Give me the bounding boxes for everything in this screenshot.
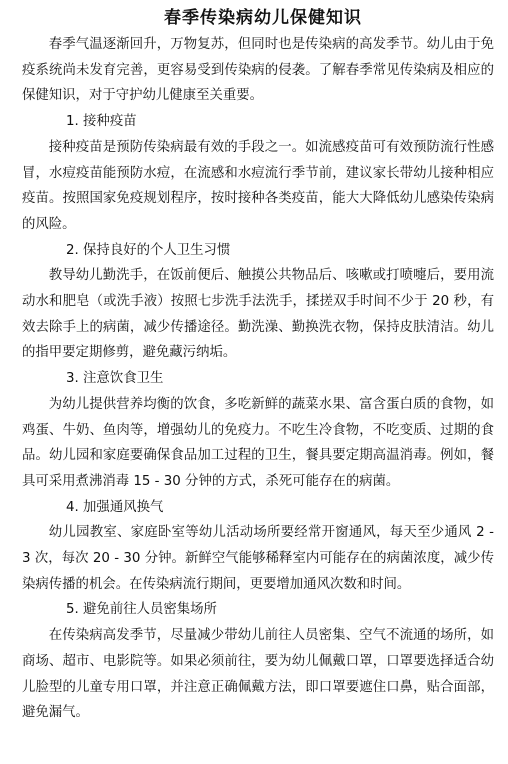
section-heading-hygiene: 2. 保持良好的个人卫生习惯 (66, 242, 231, 258)
document-title: 春季传染病幼儿保健知识 (164, 8, 362, 28)
section-body-hygiene: 教导幼儿勤洗手，在饭前便后、触摸公共物品后、咳嗽或打喷嚏后，要用流动水和肥皂（或洗手液）按照七步洗手法洗手，揉搓双手时间不少于 20 秒，有效去除手上的病菌，减少传播途径。勤洗澡、勤换洗衣物，保持皮肤清洁。幼儿的指甲要定期修剪，避免藏污纳垢。 (22, 268, 494, 361)
section-heading-vaccination: 1. 接种疫苗 (66, 114, 137, 130)
section-body-ventilation: 幼儿园教室、家庭卧室等幼儿活动场所要经常开窗通风，每天至少通风 2 - 3 次，每次 20 - 30 分钟。新鲜空气能够稀释室内可能存在的病菌浓度，减少传染病传播的机会。在传染病流行期间，更要增加通风次数和时间。 (22, 525, 494, 592)
section-body-crowds: 在传染病高发季节，尽量减少带幼儿前往人员密集、空气不流通的场所，如商场、超市、电影院等。如果必须前往，要为幼儿佩戴口罩，口罩要选择适合幼儿脸型的儿童专用口罩，并注意正确佩戴方法，即口罩要遮住口鼻，贴合面部，避免漏气。 (22, 628, 494, 721)
section-heading-ventilation: 4. 加强通风换气 (66, 499, 164, 515)
section-heading-diet: 3. 注意饮食卫生 (66, 371, 164, 387)
section-body-diet: 为幼儿提供营养均衡的饮食，多吃新鲜的蔬菜水果、富含蛋白质的食物，如鸡蛋、牛奶、鱼肉等，增强幼儿的免疫力。不吃生冷食物，不吃变质、过期的食品。幼儿园和家庭要确保食品加工过程的卫生，餐具要定期高温消毒。例如，餐具可采用煮沸消毒 15 - 30 分钟的方式，杀死可能存在的病菌。 (22, 396, 494, 489)
section-heading-crowds: 5. 避免前往人员密集场所 (66, 602, 217, 618)
intro-paragraph: 春季气温逐渐回升，万物复苏，但同时也是传染病的高发季节。幼儿由于免疫系统尚未发育完善，更容易受到传染病的侵袭。了解春季常见传染病及相应的保健知识，对于守护幼儿健康至关重要。 (22, 37, 494, 104)
section-body-vaccination: 接种疫苗是预防传染病最有效的手段之一。如流感疫苗可有效预防流行性感冒，水痘疫苗能预防水痘，在流感和水痘流行季节前，建议家长带幼儿接种相应疫苗。按照国家免疫规划程序，按时接种各类疫苗，能大大降低幼儿感染传染病的风险。 (22, 139, 494, 232)
